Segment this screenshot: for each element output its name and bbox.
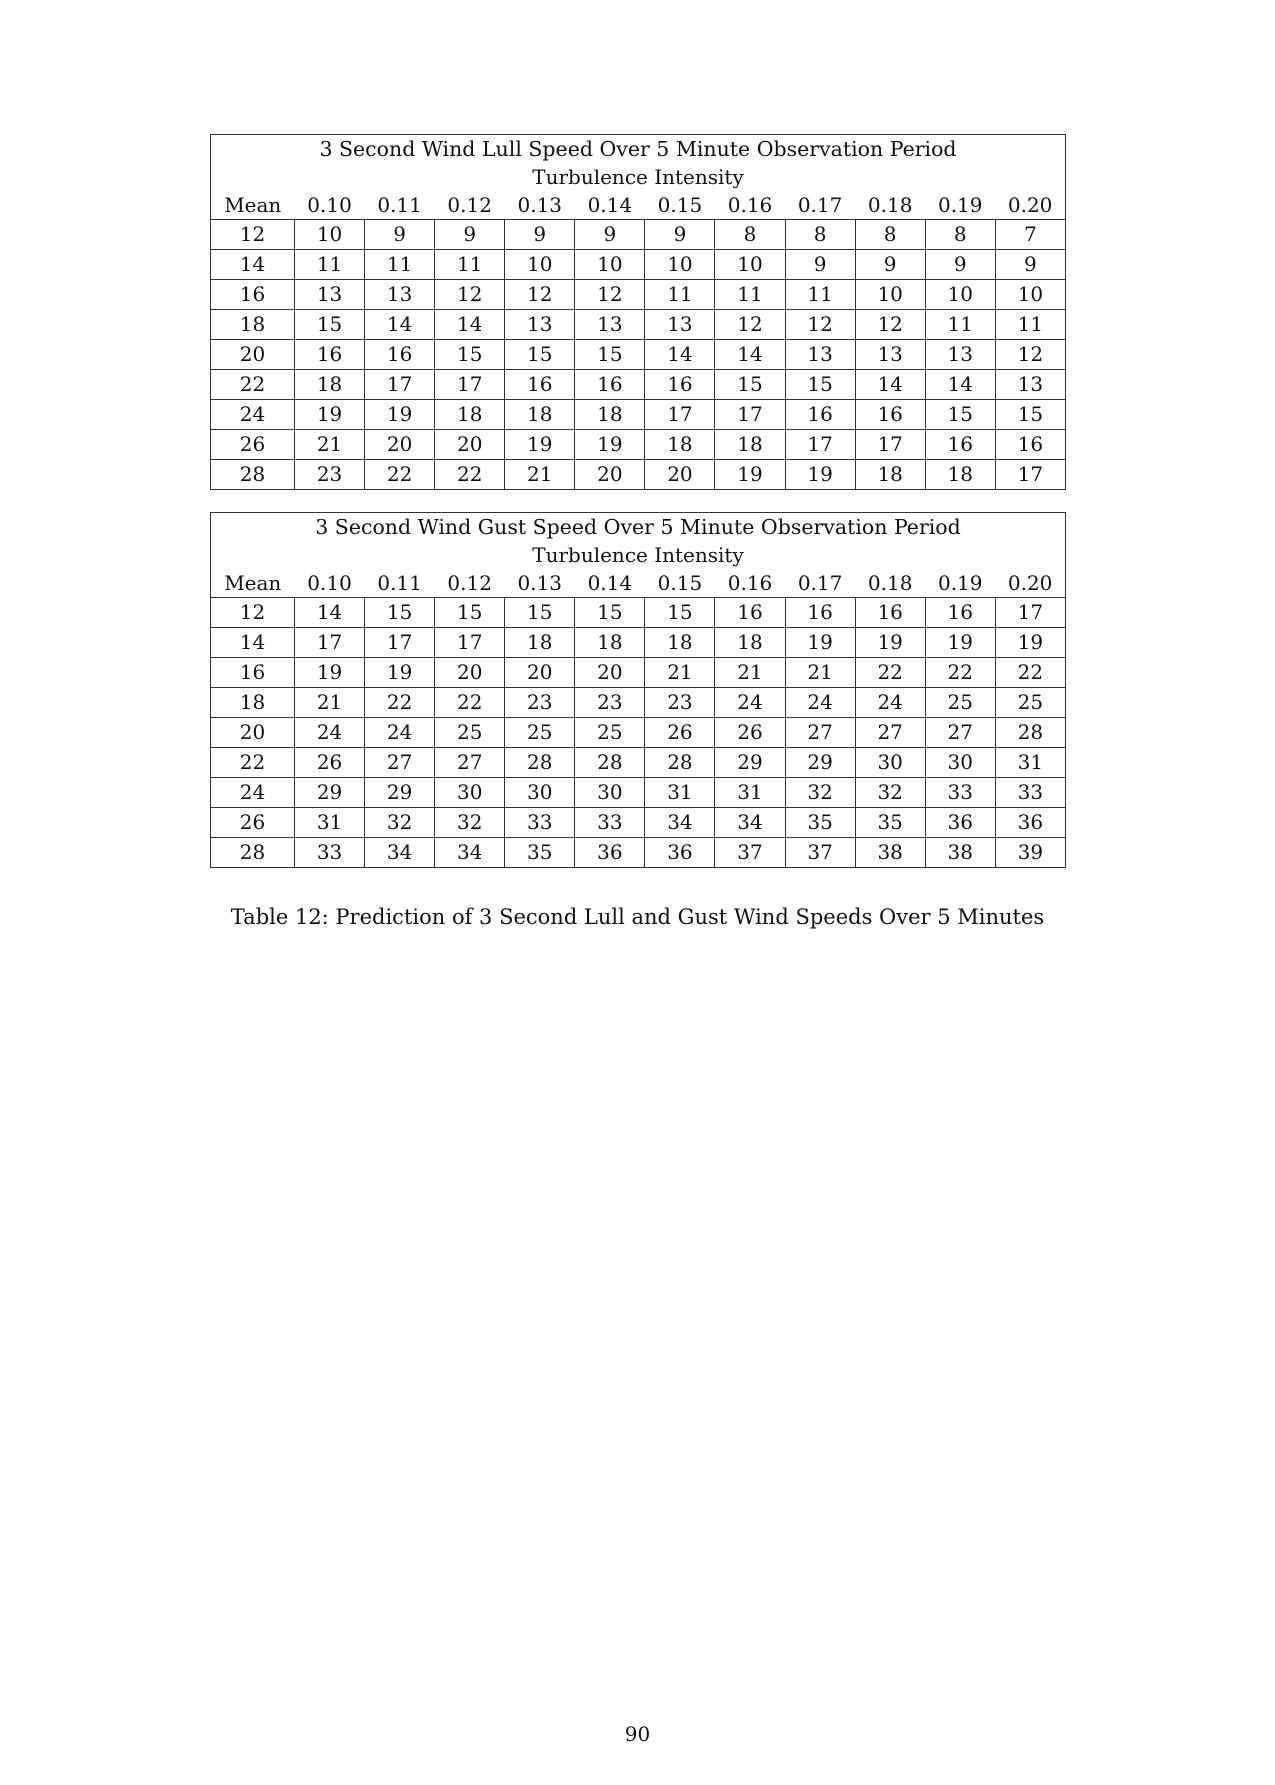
table-cell: 11 xyxy=(785,280,855,310)
table-cell: 15 xyxy=(925,400,995,430)
table-cell: 9 xyxy=(575,220,645,250)
table-cell: 11 xyxy=(645,280,715,310)
table-cell: 33 xyxy=(505,808,575,838)
table-cell: 23 xyxy=(645,688,715,718)
table-cell: 14 xyxy=(925,370,995,400)
table-row xyxy=(211,688,1066,718)
table-cell: 19 xyxy=(715,460,785,490)
table-row xyxy=(211,748,1066,778)
table-cell: 17 xyxy=(645,400,715,430)
table-cell: 10 xyxy=(645,250,715,280)
table-cell: 21 xyxy=(715,658,785,688)
table-cell: 21 xyxy=(785,658,855,688)
table-cell: 16 xyxy=(855,598,925,628)
table-cell: 27 xyxy=(435,748,505,778)
column-header: 0.10 xyxy=(307,571,352,595)
table-cell: 15 xyxy=(505,598,575,628)
row-header-mean: 26 xyxy=(211,808,295,838)
table-cell: 19 xyxy=(995,628,1065,658)
table-cell: 19 xyxy=(505,430,575,460)
table-cell: 29 xyxy=(785,748,855,778)
table-row xyxy=(211,598,1066,628)
table-cell: 22 xyxy=(365,688,435,718)
table-cell: 18 xyxy=(435,400,505,430)
table-cell: 25 xyxy=(925,688,995,718)
table-row xyxy=(211,628,1066,658)
table-cell: 18 xyxy=(645,430,715,460)
table-cell: 19 xyxy=(925,628,995,658)
table-cell: 36 xyxy=(575,838,645,868)
table-cell: 13 xyxy=(995,370,1065,400)
table-cell: 17 xyxy=(995,598,1065,628)
table-cell: 26 xyxy=(715,718,785,748)
table-cell: 30 xyxy=(575,778,645,808)
table-cell: 24 xyxy=(855,688,925,718)
column-header: 0.20 xyxy=(1007,193,1053,217)
table-cell: 17 xyxy=(435,628,505,658)
row-header-mean: 18 xyxy=(211,688,295,718)
table-cell: 9 xyxy=(645,220,715,250)
table-cell: 16 xyxy=(995,430,1065,460)
table-cell: 19 xyxy=(295,658,365,688)
table-cell: 22 xyxy=(995,658,1065,688)
table-cell: 22 xyxy=(925,658,995,688)
table-cell: 13 xyxy=(785,340,855,370)
table-cell: 38 xyxy=(855,838,925,868)
table-cell: 16 xyxy=(575,370,645,400)
table-cell: 21 xyxy=(295,688,365,718)
table-cell: 24 xyxy=(715,688,785,718)
table-cell: 17 xyxy=(295,628,365,658)
table-cell: 14 xyxy=(855,370,925,400)
table-cell: 32 xyxy=(785,778,855,808)
table-cell: 18 xyxy=(505,400,575,430)
table-cell: 25 xyxy=(435,718,505,748)
row-header-mean: 16 xyxy=(211,280,295,310)
table-cell: 28 xyxy=(505,748,575,778)
table-cell: 16 xyxy=(715,598,785,628)
row-header-mean: 14 xyxy=(211,628,295,658)
table-row xyxy=(211,400,1066,430)
table-cell: 17 xyxy=(365,370,435,400)
table-cell: 18 xyxy=(715,628,785,658)
table-cell: 22 xyxy=(435,688,505,718)
table-cell: 15 xyxy=(365,598,435,628)
table-cell: 20 xyxy=(435,430,505,460)
table-cell: 9 xyxy=(505,220,575,250)
corner-label: Mean xyxy=(224,571,282,595)
table-caption: Table 12: Prediction of 3 Second Lull and Gust Wind Speeds Over 5 Minutes xyxy=(230,905,1045,929)
column-header: 0.18 xyxy=(867,193,913,217)
table-cell: 11 xyxy=(925,310,995,340)
table-cell: 23 xyxy=(505,688,575,718)
table-row xyxy=(211,430,1066,460)
table-cell: 33 xyxy=(575,808,645,838)
table-cell: 37 xyxy=(785,838,855,868)
row-header-mean: 28 xyxy=(211,838,295,868)
table-row xyxy=(211,718,1066,748)
table-cell: 20 xyxy=(575,658,645,688)
table-cell: 12 xyxy=(855,310,925,340)
table-cell: 18 xyxy=(645,628,715,658)
table-cell: 9 xyxy=(925,250,995,280)
table-cell: 17 xyxy=(365,628,435,658)
table-cell: 28 xyxy=(995,718,1065,748)
column-header: 0.17 xyxy=(797,193,843,217)
row-header-mean: 14 xyxy=(211,250,295,280)
column-header: 0.11 xyxy=(377,571,422,595)
table-cell: 19 xyxy=(365,400,435,430)
table-cell: 15 xyxy=(715,370,785,400)
table-cell: 28 xyxy=(575,748,645,778)
table-cell: 11 xyxy=(435,250,505,280)
column-header: 0.12 xyxy=(447,571,492,595)
table-cell: 9 xyxy=(785,250,855,280)
table-cell: 12 xyxy=(435,280,505,310)
table-cell: 16 xyxy=(785,400,855,430)
table-cell: 22 xyxy=(855,658,925,688)
column-header: 0.15 xyxy=(657,193,703,217)
table-cell: 18 xyxy=(715,430,785,460)
table-cell: 15 xyxy=(295,310,365,340)
table-cell: 25 xyxy=(575,718,645,748)
column-header: 0.14 xyxy=(587,571,633,595)
table-cell: 19 xyxy=(785,628,855,658)
gust-speed-table xyxy=(210,512,1066,868)
table-cell: 8 xyxy=(925,220,995,250)
table-cell: 19 xyxy=(575,430,645,460)
table-cell: 21 xyxy=(645,658,715,688)
table-cell: 24 xyxy=(365,718,435,748)
table-row xyxy=(211,460,1066,490)
table-cell: 7 xyxy=(995,220,1065,250)
table-cell: 13 xyxy=(505,310,575,340)
table-cell: 34 xyxy=(365,838,435,868)
table-cell: 34 xyxy=(715,808,785,838)
table-cell: 39 xyxy=(995,838,1065,868)
column-header: 0.17 xyxy=(797,571,843,595)
table-cell: 12 xyxy=(785,310,855,340)
table-cell: 17 xyxy=(855,430,925,460)
column-header: 0.12 xyxy=(447,193,492,217)
table-cell: 21 xyxy=(295,430,365,460)
table-cell: 29 xyxy=(715,748,785,778)
table-cell: 10 xyxy=(925,280,995,310)
table-cell: 22 xyxy=(435,460,505,490)
table-cell: 15 xyxy=(575,598,645,628)
table-cell: 12 xyxy=(715,310,785,340)
table-row xyxy=(211,310,1066,340)
table-cell: 23 xyxy=(295,460,365,490)
table-row xyxy=(211,838,1066,868)
table-cell: 31 xyxy=(995,748,1065,778)
table-cell: 13 xyxy=(645,310,715,340)
table-cell: 14 xyxy=(435,310,505,340)
table-row xyxy=(211,280,1066,310)
table-cell: 13 xyxy=(855,340,925,370)
table-cell: 30 xyxy=(505,778,575,808)
table-cell: 15 xyxy=(995,400,1065,430)
row-header-mean: 24 xyxy=(211,778,295,808)
table-cell: 34 xyxy=(645,808,715,838)
table-cell: 19 xyxy=(295,400,365,430)
lull-speed-table xyxy=(210,134,1066,490)
column-header: 0.19 xyxy=(937,571,983,595)
table-cell: 12 xyxy=(995,340,1065,370)
table-cell: 11 xyxy=(365,250,435,280)
column-header: 0.13 xyxy=(517,571,563,595)
table-cell: 13 xyxy=(295,280,365,310)
table-cell: 16 xyxy=(505,370,575,400)
table-cell: 36 xyxy=(645,838,715,868)
table-cell: 30 xyxy=(925,748,995,778)
table-cell: 20 xyxy=(365,430,435,460)
table-cell: 9 xyxy=(855,250,925,280)
table-cell: 15 xyxy=(505,340,575,370)
table-cell: 33 xyxy=(295,838,365,868)
table-cell: 24 xyxy=(785,688,855,718)
column-header: 0.11 xyxy=(377,193,422,217)
table-cell: 17 xyxy=(995,460,1065,490)
table-cell: 18 xyxy=(575,400,645,430)
table-cell: 14 xyxy=(365,310,435,340)
table-cell: 27 xyxy=(855,718,925,748)
table-title: 3 Second Wind Lull Speed Over 5 Minute Observation Period xyxy=(319,137,957,161)
table-cell: 26 xyxy=(645,718,715,748)
table-cell: 17 xyxy=(435,370,505,400)
table-row xyxy=(211,220,1066,250)
table-cell: 14 xyxy=(295,598,365,628)
table-cell: 30 xyxy=(435,778,505,808)
table-cell: 9 xyxy=(435,220,505,250)
column-header: 0.19 xyxy=(937,193,983,217)
table-cell: 9 xyxy=(365,220,435,250)
table-cell: 31 xyxy=(715,778,785,808)
table-cell: 20 xyxy=(435,658,505,688)
table-cell: 38 xyxy=(925,838,995,868)
corner-label: Mean xyxy=(224,193,282,217)
table-cell: 11 xyxy=(715,280,785,310)
table-cell: 35 xyxy=(505,838,575,868)
table-cell: 31 xyxy=(645,778,715,808)
column-header: 0.16 xyxy=(727,193,773,217)
row-header-mean: 18 xyxy=(211,310,295,340)
table-cell: 29 xyxy=(365,778,435,808)
table-cell: 11 xyxy=(295,250,365,280)
table-cell: 10 xyxy=(855,280,925,310)
table-cell: 16 xyxy=(295,340,365,370)
table-cell: 36 xyxy=(995,808,1065,838)
table-cell: 36 xyxy=(925,808,995,838)
table-cell: 35 xyxy=(785,808,855,838)
row-header-mean: 22 xyxy=(211,370,295,400)
row-header-mean: 12 xyxy=(211,220,295,250)
column-header: 0.13 xyxy=(517,193,563,217)
table-cell: 37 xyxy=(715,838,785,868)
row-header-mean: 24 xyxy=(211,400,295,430)
column-header: 0.14 xyxy=(587,193,633,217)
table-row xyxy=(211,250,1066,280)
table-cell: 27 xyxy=(365,748,435,778)
table-cell: 10 xyxy=(575,250,645,280)
table-cell: 15 xyxy=(645,598,715,628)
table-row xyxy=(211,778,1066,808)
table-cell: 8 xyxy=(785,220,855,250)
table-cell: 11 xyxy=(995,310,1065,340)
table-cell: 33 xyxy=(925,778,995,808)
table-cell: 15 xyxy=(785,370,855,400)
table-cell: 27 xyxy=(785,718,855,748)
table-cell: 21 xyxy=(505,460,575,490)
table-cell: 20 xyxy=(505,658,575,688)
row-header-mean: 22 xyxy=(211,748,295,778)
table-row xyxy=(211,808,1066,838)
table-cell: 20 xyxy=(645,460,715,490)
row-header-mean: 20 xyxy=(211,718,295,748)
table-cell: 18 xyxy=(505,628,575,658)
column-header: 0.15 xyxy=(657,571,703,595)
table-cell: 34 xyxy=(435,838,505,868)
row-header-mean: 26 xyxy=(211,430,295,460)
table-cell: 12 xyxy=(575,280,645,310)
column-header: 0.16 xyxy=(727,571,773,595)
table-cell: 10 xyxy=(295,220,365,250)
row-header-mean: 12 xyxy=(211,598,295,628)
table-cell: 33 xyxy=(995,778,1065,808)
table-row xyxy=(211,658,1066,688)
table-cell: 17 xyxy=(785,430,855,460)
page-number: 90 xyxy=(624,1722,651,1746)
table-cell: 16 xyxy=(365,340,435,370)
table-cell: 13 xyxy=(365,280,435,310)
table-cell: 14 xyxy=(715,340,785,370)
table-cell: 9 xyxy=(995,250,1065,280)
table-cell: 16 xyxy=(925,430,995,460)
table-cell: 27 xyxy=(925,718,995,748)
table-cell: 32 xyxy=(365,808,435,838)
table-cell: 16 xyxy=(925,598,995,628)
table-cell: 15 xyxy=(575,340,645,370)
table-cell: 28 xyxy=(645,748,715,778)
table-cell: 18 xyxy=(575,628,645,658)
table-row xyxy=(211,370,1066,400)
column-header: 0.20 xyxy=(1007,571,1053,595)
table-cell: 10 xyxy=(995,280,1065,310)
table-cell: 19 xyxy=(785,460,855,490)
table-cell: 20 xyxy=(575,460,645,490)
table-row xyxy=(211,340,1066,370)
table-cell: 25 xyxy=(505,718,575,748)
row-header-mean: 16 xyxy=(211,658,295,688)
table-cell: 23 xyxy=(575,688,645,718)
table-cell: 12 xyxy=(505,280,575,310)
column-group-label: Turbulence Intensity xyxy=(532,543,744,567)
table-cell: 10 xyxy=(505,250,575,280)
table-cell: 13 xyxy=(575,310,645,340)
table-title: 3 Second Wind Gust Speed Over 5 Minute Observation Period xyxy=(315,515,961,539)
table-cell: 15 xyxy=(435,598,505,628)
table-cell: 17 xyxy=(715,400,785,430)
table-cell: 14 xyxy=(645,340,715,370)
table-cell: 18 xyxy=(295,370,365,400)
table-cell: 30 xyxy=(855,748,925,778)
table-cell: 16 xyxy=(785,598,855,628)
table-cell: 15 xyxy=(435,340,505,370)
table-cell: 18 xyxy=(855,460,925,490)
table-cell: 29 xyxy=(295,778,365,808)
table-cell: 8 xyxy=(715,220,785,250)
table-cell: 8 xyxy=(855,220,925,250)
table-cell: 32 xyxy=(435,808,505,838)
column-header: 0.10 xyxy=(307,193,352,217)
table-cell: 35 xyxy=(855,808,925,838)
column-header: 0.18 xyxy=(867,571,913,595)
table-cell: 18 xyxy=(925,460,995,490)
table-cell: 19 xyxy=(365,658,435,688)
table-cell: 22 xyxy=(365,460,435,490)
table-cell: 19 xyxy=(855,628,925,658)
table-cell: 32 xyxy=(855,778,925,808)
row-header-mean: 20 xyxy=(211,340,295,370)
table-cell: 31 xyxy=(295,808,365,838)
table-cell: 13 xyxy=(925,340,995,370)
row-header-mean: 28 xyxy=(211,460,295,490)
column-group-label: Turbulence Intensity xyxy=(532,165,744,189)
table-cell: 16 xyxy=(855,400,925,430)
table-cell: 16 xyxy=(645,370,715,400)
table-cell: 25 xyxy=(995,688,1065,718)
table-cell: 10 xyxy=(715,250,785,280)
table-cell: 26 xyxy=(295,748,365,778)
table-cell: 24 xyxy=(295,718,365,748)
